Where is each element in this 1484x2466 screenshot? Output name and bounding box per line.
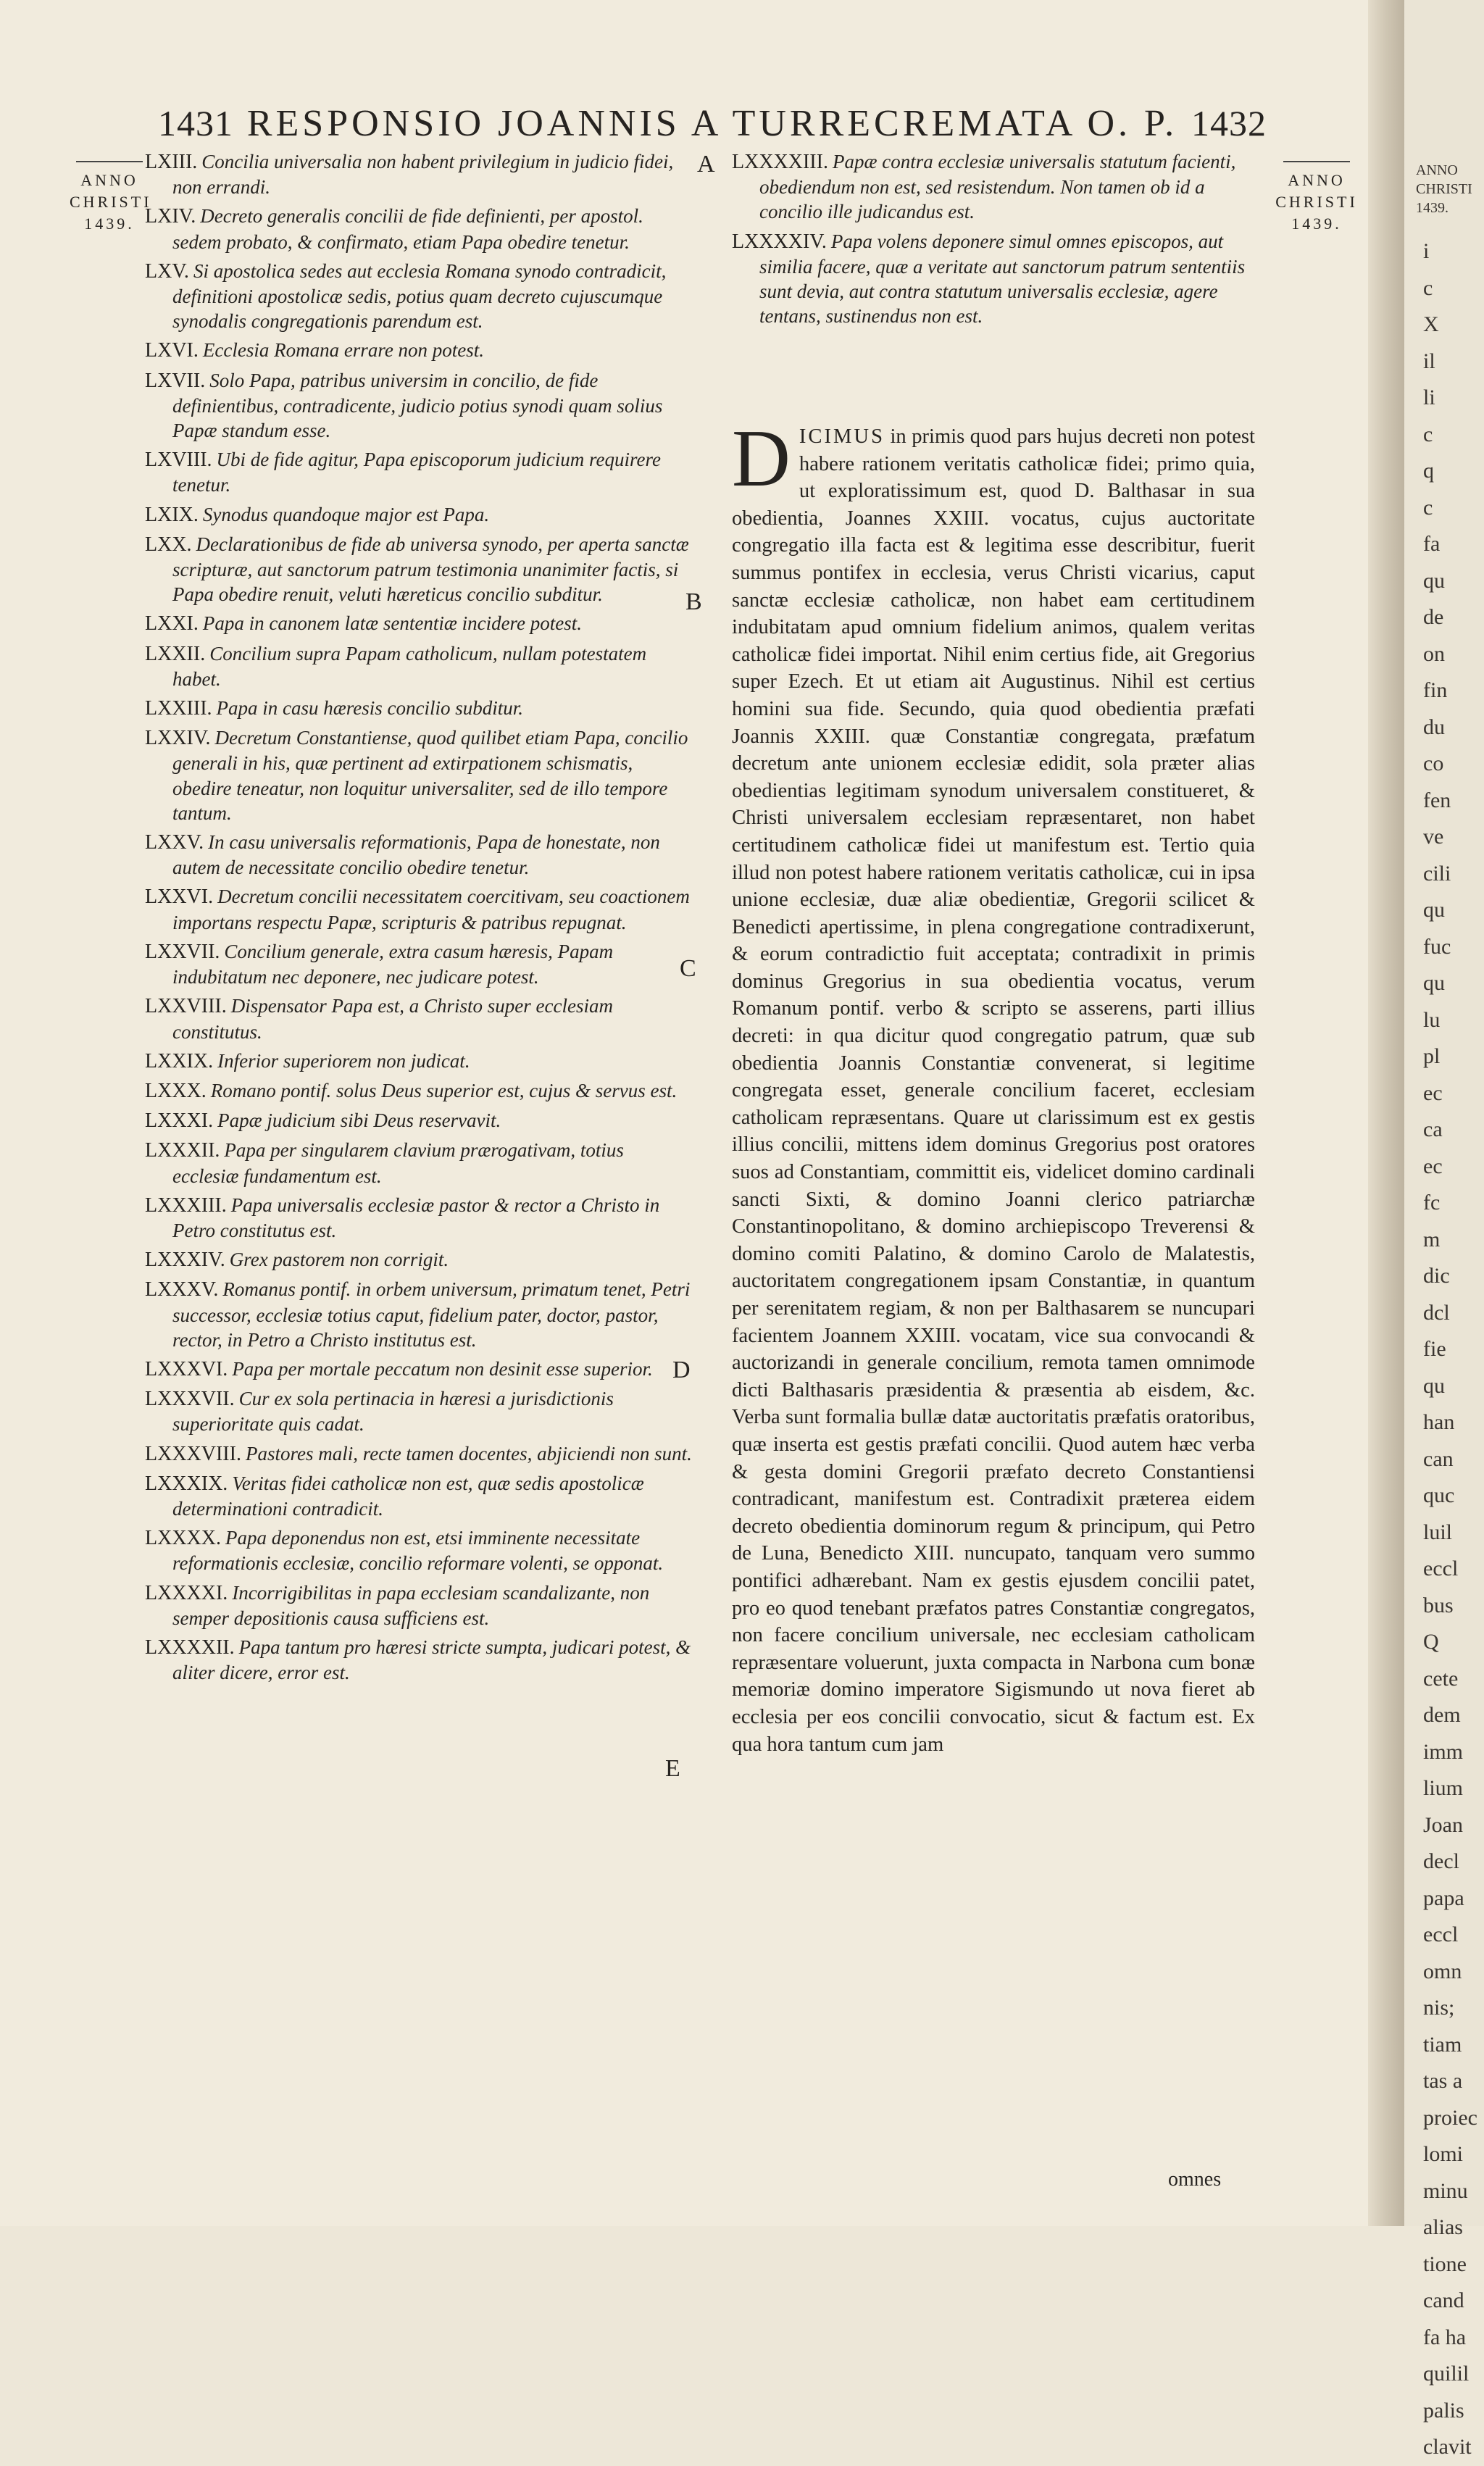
facing-page-line: omn	[1423, 1959, 1462, 1983]
facing-page-line: ec	[1423, 1154, 1443, 1178]
margin-year: 1439.	[84, 214, 135, 233]
proposition-number: LXXI.	[145, 612, 199, 636]
facing-page-line: eccl	[1423, 1923, 1459, 1946]
column-letter-e: E	[665, 1755, 680, 1782]
proposition-text: Decretum concilii necessitatem coercitivam, seu coactionem importans respectu Papæ, scripturis & patribus repugnat.	[172, 886, 690, 933]
proposition-text: Grex pastorem non corrigit.	[229, 1249, 449, 1271]
proposition-number: LXXXI.	[145, 1109, 214, 1133]
proposition-text: Solo Papa, patribus universim in concilio, de fide definientibus, contradicente, judicio potius synodi quam solius Papæ standum esse.	[172, 369, 663, 442]
margin-anno: ANNO	[80, 171, 138, 189]
proposition-number: LXXXXIV.	[732, 230, 827, 253]
proposition-entry	[732, 149, 1268, 225]
proposition-entry	[145, 447, 693, 497]
facing-page-line: qu	[1423, 1373, 1445, 1398]
proposition-entry	[145, 502, 693, 528]
proposition-entry	[145, 1078, 693, 1104]
proposition-entry	[145, 1357, 693, 1382]
proposition-entry	[145, 1108, 693, 1133]
facing-page-line: m	[1423, 1227, 1441, 1251]
proposition-text: Papa per mortale peccatum non desinit esse superior.	[232, 1357, 653, 1380]
running-title: RESPONSIO JOANNIS A TURRECREMATA O. P.	[246, 102, 1178, 144]
proposition-entry	[145, 1525, 693, 1575]
facing-page-line: fin	[1423, 678, 1448, 702]
proposition-text: Inferior superiorem non judicat.	[217, 1049, 470, 1072]
page-number-right: 1432	[1191, 103, 1267, 143]
facing-page-line: ve	[1423, 825, 1444, 849]
proposition-number: LXXXXII.	[145, 1636, 235, 1659]
body-text	[732, 414, 1255, 1758]
proposition-number: LXX.	[145, 533, 192, 556]
proposition-text: Veritas fidei catholicæ non est, quæ sedis apostolicæ determinationi contradicit.	[172, 1472, 644, 1520]
column-letter-d: D	[672, 1357, 691, 1383]
proposition-text: Papa universalis ecclesiæ pastor & rector a Christo in Petro constitutus est.	[172, 1194, 660, 1241]
proposition-number: LXV.	[145, 259, 189, 283]
column-letter-b: B	[685, 588, 702, 615]
facing-page-line: X	[1423, 312, 1439, 336]
facing-page-line: quc	[1423, 1483, 1455, 1507]
proposition-entry	[145, 884, 693, 934]
facing-page-line: fa	[1423, 532, 1441, 556]
proposition-entry	[145, 1193, 693, 1243]
proposition-entry	[145, 939, 693, 989]
proposition-number: LXXIX.	[145, 1049, 214, 1072]
proposition-entry	[145, 259, 693, 334]
margin-rule	[76, 161, 143, 162]
facing-page-line: c	[1423, 422, 1433, 446]
proposition-entry	[145, 1471, 693, 1521]
proposition-text: Romano pontif. solus Deus superior est, cujus & servus est.	[210, 1079, 678, 1101]
proposition-number: LXVIII.	[145, 449, 212, 472]
facing-page-line: tiam	[1423, 2032, 1462, 2057]
column-letter-a: A	[697, 151, 715, 178]
proposition-text: Papæ judicium sibi Deus reservavit.	[217, 1109, 501, 1132]
proposition-entry	[145, 204, 693, 254]
page-number-left: 1431	[158, 103, 233, 143]
facing-page-line: Q	[1423, 1630, 1439, 1654]
facing-page-line: clavit	[1423, 2435, 1472, 2459]
facing-page-margin-note: ANNO CHRISTI 1439.	[1416, 162, 1472, 216]
facing-page-line: fa ha	[1423, 2325, 1467, 2349]
proposition-entry	[145, 830, 693, 880]
margin-rule	[1283, 161, 1350, 162]
facing-page-line: qu	[1423, 568, 1445, 593]
facing-page-line: fuc	[1423, 934, 1451, 959]
proposition-text: Synodus quandoque major est Papa.	[202, 503, 490, 525]
facing-page-line: can	[1423, 1446, 1454, 1471]
proposition-text: Papa in canonem latæ sententiæ incidere potest.	[202, 612, 583, 635]
proposition-text: Papa volens deponere simul omnes episcopos, aut similia facere, quæ a veritate aut sanctorum patrum sententiis sunt devia, aut contra statutum universalis ecclesiæ, agere tentans, sustinendus non est.	[759, 230, 1246, 328]
facing-page-line: qu	[1423, 971, 1445, 995]
proposition-text: Papæ contra ecclesiæ universalis statutum facienti, obediendum non est, sed resistendum. Non tamen ob id a concilio ille judicandus est.	[759, 151, 1236, 223]
proposition-number: LXIX.	[145, 503, 199, 526]
proposition-entry	[145, 1138, 693, 1188]
proposition-text: Si apostolica sedes aut ecclesia Romana synodo contradicit, definitioni apostolicæ sedis, potius quam decreto cujuscumque synodalis congregationis parendum est.	[172, 259, 667, 333]
proposition-number: LXXVI.	[145, 886, 214, 909]
proposition-text: Decreto generalis concilii de fide definienti, per apostol. sedem probato, & confirmato, etiam Papa obedire tenetur.	[172, 205, 643, 253]
proposition-number: LXVI.	[145, 339, 199, 362]
margin-anno: ANNO	[1288, 171, 1346, 189]
facing-page-line: dem	[1423, 1703, 1461, 1727]
proposition-number: LXXXIII.	[145, 1194, 227, 1217]
body-paragraph	[732, 414, 1255, 1758]
facing-page-line: alias	[1423, 2215, 1463, 2239]
proposition-number: LXXXXI.	[145, 1581, 228, 1604]
facing-page-line: lomi	[1423, 2142, 1464, 2166]
margin-year: 1439.	[1291, 214, 1342, 233]
facing-page-line: ec	[1423, 1080, 1443, 1105]
proposition-text: Papa per singularem clavium prærogativam, totius ecclesiæ fundamentum est.	[172, 1139, 624, 1187]
facing-page-line: nis;	[1423, 1996, 1455, 2020]
facing-page-line: fc	[1423, 1191, 1441, 1215]
proposition-entry	[145, 641, 693, 691]
facing-page-line: decl	[1423, 1849, 1459, 1873]
facing-page-line: dic	[1423, 1264, 1450, 1288]
facing-page-line: papa	[1423, 1886, 1464, 1910]
proposition-entry	[145, 611, 693, 636]
proposition-text: In casu universalis reformationis, Papa de honestate, non autem de necessitate concilio obedire tenetur.	[172, 831, 660, 879]
proposition-entry	[732, 229, 1268, 329]
facing-page-line: han	[1423, 1410, 1455, 1434]
facing-page-line: lium	[1423, 1776, 1464, 1800]
facing-page-line: Joan	[1423, 1812, 1463, 1837]
facing-page-line: cili	[1423, 861, 1451, 886]
facing-page-line: palis	[1423, 2398, 1464, 2423]
proposition-text: Concilium generale, extra casum hæresis, Papam indubitatum nec deponere, nec judicare potest.	[172, 940, 614, 988]
facing-page-line: cand	[1423, 2288, 1464, 2312]
proposition-number: LXXXXIII.	[732, 151, 828, 173]
column-letter-c: C	[680, 955, 696, 982]
proposition-number: LXXXVI.	[145, 1357, 228, 1380]
facing-page-fragments	[1423, 233, 1477, 2466]
left-column-propositions	[145, 149, 693, 1689]
proposition-number: LXXXIV.	[145, 1249, 225, 1272]
proposition-number: LXXXVII.	[145, 1388, 235, 1411]
proposition-entry	[145, 1441, 693, 1467]
proposition-entry	[145, 696, 693, 721]
proposition-entry	[145, 1247, 693, 1272]
proposition-number: LXXXX.	[145, 1527, 221, 1550]
proposition-number: LXXII.	[145, 642, 206, 665]
proposition-number: LXIV.	[145, 205, 196, 228]
proposition-text: Papa in casu hæresis concilio subditur.	[216, 697, 524, 720]
facing-page-line: fie	[1423, 1337, 1446, 1361]
facing-page-line: minu	[1423, 2178, 1468, 2203]
proposition-number: LXVII.	[145, 369, 206, 392]
proposition-text: Dispensator Papa est, a Christo super ecclesiam constitutus.	[172, 995, 613, 1043]
facing-page-line: c	[1423, 495, 1433, 520]
proposition-text: Pastores mali, recte tamen docentes, abjiciendi non sunt.	[245, 1442, 692, 1465]
proposition-number: LXXV.	[145, 831, 204, 854]
running-header	[158, 94, 1267, 152]
proposition-text: Papa tantum pro hæresi stricte sumpta, judicari potest, & aliter dicere, error est.	[172, 1636, 691, 1684]
facing-page-line: cete	[1423, 1666, 1459, 1691]
facing-page-line: tione	[1423, 2252, 1467, 2276]
proposition-text: Cur ex sola pertinacia in hæresi a jurisdictionis superioritate quis cadat.	[172, 1388, 614, 1436]
proposition-text: Ecclesia Romana errare non potest.	[202, 339, 485, 362]
facing-page-line: fen	[1423, 788, 1451, 812]
proposition-number: LXXXVIII.	[145, 1442, 241, 1465]
facing-page-line: du	[1423, 715, 1445, 739]
facing-page-line: eccl	[1423, 1557, 1459, 1580]
proposition-entry	[145, 368, 693, 443]
proposition-number: LXIII.	[145, 151, 198, 173]
proposition-text: Decretum Constantiense, quod quilibet etiam Papa, concilio generali in his, quæ pertinent ad extirpationem schismatis, obedire teneatur, non loquitur universaliter, sed de illo tempore tantum.	[172, 727, 688, 824]
proposition-text: Incorrigibilitas in papa ecclesiam scandalizante, non semper depositionis causa sufficiens est.	[172, 1581, 650, 1629]
proposition-text: Concilia universalia non habent privilegium in judicio fidei, non errandi.	[172, 151, 674, 199]
facing-page-line: tas a	[1423, 2069, 1463, 2093]
facing-page-line: co	[1423, 751, 1444, 775]
facing-page-line: q	[1423, 459, 1434, 483]
proposition-text: Declarationibus de fide ab universa synodo, per aperta sanctæ scripturæ, aut sanctorum patrum testimonia unanimiter factis, si Papa obedire renuit, veluti hæreticus concilio subditur.	[172, 533, 689, 606]
proposition-number: LXXXV.	[145, 1278, 219, 1301]
right-column-propositions	[732, 149, 1268, 333]
facing-page-line: bus	[1423, 1593, 1454, 1617]
proposition-number: LXXXII.	[145, 1139, 220, 1162]
proposition-entry	[145, 532, 693, 607]
proposition-entry	[145, 1580, 693, 1630]
facing-page-line: luil	[1423, 1520, 1453, 1544]
margin-note-left	[70, 161, 152, 235]
facing-page-line: on	[1423, 641, 1445, 666]
facing-page-line: imm	[1423, 1739, 1464, 1764]
proposition-entry	[145, 1277, 693, 1352]
facing-page-line: quilil	[1423, 2362, 1470, 2386]
facing-page-line: de	[1423, 605, 1444, 629]
facing-page-edge	[1404, 0, 1484, 2459]
body-text-content: in primis quod pars hujus decreti non potest habere rationem veritatis catholicæ fidei; primo quia, ut exploratissimum est, quod D. Balthasar in sua obedientia, Joannes XXIII. vocatus, cujus auctoritate congregatio illa facta est & legitima esse describitur, fuerit summus pontifex in ecclesia, verus Christi vicarius, caput sanctæ ecclesiæ catholicæ, non habet eam certitudinem indubitatam apud omnium fidelium animos, qualem veritas catholicæ fidei importat. Nihil enim certius fide, ait Gregorius super Ezech. Et ut etiam ait Augustinus. Nihil est certius homini sua fide. Secundo, quia quod obedientia præfati Joannis XXIII. quæ Constantiæ congregata, præfatum decretum ante unionem ecclesiæ edidit, sola præter alias obedientias legitimam synodum universalem constitueret, & Christi universalem ecclesiam repræsentaret, non habet certitudinem catholicæ fidei ut manifestum est. Tertio quia illud non potest habere rationem veritatis catholicæ, cui in ipsa unione ecclesiæ, duæ aliæ obedientiæ, Gregorii scilicet & Benedicti apertissime, in plena congregatione contradixerunt, & eorum contradictio fuit acceptata; contradixit in primis dominus Gregorius in sua obedientia vocatus, verum Romanum pontif. verbo & scripto se asserens, parti illius decreti: in qua dicitur quod congregatio patrum, quæ sub obedientia Joannis Constantiæ convenerat, si legitime congregata esset, generale concilium faceret, ecclesiam catholicam repræsentans. Quare ut clarissimum est ex gestis illius concilii, mittens idem dominus Gregorius post oratores suos ad Constantiam, committit eis, videlicet domino cardinali sancti Sixti, & domino Joanni clerico patriarchæ Constantinopolitano, & domino archiepiscopo Treverensi & domino comiti Palatino, & domino Carolo de Malatestis, auctoritatem congregationem ipsam Constantiæ, in quantum per serenitatem regiam, & non per Balthasarem se nuncupari facientem Joannem XXIII. vocatam, vice sua convocandi & auctorizandi in generale concilium, remota tamen omnimode dicti Balthasaris præsidentia & præsentia ab eisdem, &c. Verba sunt formalia bullæ datæ auctoritatis præfatis oratoribus, quæ inserta est gestis præfati concilii. Quod autem hæc verba & gesta domini Gregorii præfato decreto Constantiensi contradicant, manifestum est. Contradixit præterea eidem decreto obedientia dominorum regum & principum, qui Petro de Luna, Benedicto XIII. nuncupato, tanquam vero summo pontifici adhærebant. Nam ex gestis ejusdem concilii patet, pro eo quod tenebant præfatos patres Constantiæ congregatos, non facere concilium universale, nec ecclesiam catholicam repræsentare voluerunt, juxta compacta in Narbona cum bonæ memoriæ domino imperatore Sigismundo ut nova fieret ab ecclesia per eos concilii convocatio, sicut & factum est. Ex qua hora tantum cum jam	[732, 425, 1255, 1756]
proposition-entry	[145, 725, 693, 825]
facing-page-line: proiec	[1423, 2105, 1477, 2130]
proposition-entry	[145, 338, 693, 363]
proposition-text: Romanus pontif. in orbem universum, primatum tenet, Petri successor, ecclesiæ totius caput, fidelium pater, doctor, pastor, rector, in Petro a Christo institutus est.	[172, 1278, 691, 1351]
body-lead-word: ICIMUS	[799, 425, 885, 448]
proposition-number: LXXVIII.	[145, 995, 227, 1018]
proposition-entry	[145, 149, 693, 199]
facing-page-line: qu	[1423, 898, 1445, 922]
catchword: omnes	[1168, 2168, 1222, 2191]
facing-page-line: il	[1423, 349, 1435, 373]
proposition-text: Ubi de fide agitur, Papa episcoporum judicium requirere tenetur.	[172, 449, 661, 496]
margin-note-right	[1270, 161, 1364, 235]
proposition-entry	[145, 994, 693, 1044]
proposition-entry	[145, 1386, 693, 1436]
proposition-entry	[145, 1049, 693, 1074]
margin-christi: CHRISTI	[70, 193, 152, 211]
proposition-number: LXXIV.	[145, 727, 211, 750]
drop-cap: D	[732, 414, 791, 504]
proposition-text: Papa deponendus non est, etsi imminente necessitate reformationis ecclesiæ, concilio reformare volenti, se opponat.	[172, 1527, 664, 1575]
facing-page-line: lu	[1423, 1007, 1441, 1032]
facing-page-line: i	[1423, 239, 1430, 263]
proposition-text: Concilium supra Papam catholicum, nullam potestatem habet.	[172, 642, 647, 690]
facing-page-line: ca	[1423, 1117, 1443, 1141]
facing-page-line: c	[1423, 275, 1433, 300]
proposition-number: LXXXIX.	[145, 1472, 228, 1495]
proposition-number: LXXIII.	[145, 697, 212, 720]
facing-page-line: li	[1423, 386, 1435, 409]
proposition-number: LXXX.	[145, 1079, 207, 1102]
proposition-entry	[145, 1635, 693, 1685]
margin-christi: CHRISTI	[1275, 193, 1358, 211]
facing-page-line: pl	[1423, 1044, 1441, 1068]
facing-page-line: dcl	[1423, 1300, 1450, 1325]
book-gutter	[1368, 0, 1404, 2226]
proposition-number: LXXVII.	[145, 940, 220, 963]
